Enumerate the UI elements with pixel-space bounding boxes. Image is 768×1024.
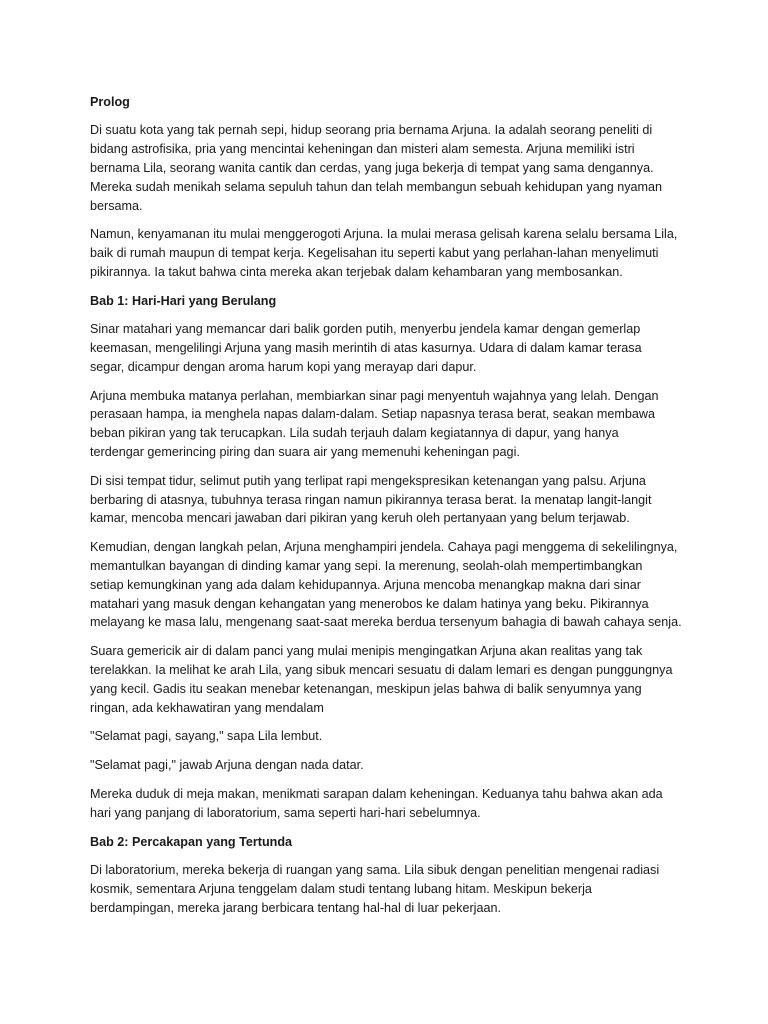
text-line: Di suatu kota yang tak pernah sepi, hidup seorang pria bernama Arjuna. Ia adalah seorang peneliti di xyxy=(90,123,653,138)
paragraph xyxy=(90,387,690,462)
text-line: baik di rumah maupun di tempat kerja. Kegelisahan itu seperti kabut yang perlahan-lahan menyelimuti xyxy=(90,246,659,261)
text-line: ringan, ada kekhawatiran yang mendalam xyxy=(90,700,324,715)
text-line: bernama Lila, seorang wanita cantik dan cerdas, yang juga bekerja di tempat yang sama dengannya. xyxy=(90,161,654,175)
paragraph xyxy=(90,472,690,528)
text-line: Suara gemericik air di dalam panci yang mulai menipis mengingatkan Arjuna akan realitas yang tak xyxy=(90,644,643,659)
text-line: Kemudian, dengan langkah pelan, Arjuna menghampiri jendela. Cahaya pagi menggema di sekelilingnya, xyxy=(90,540,678,555)
text-line: berbaring di atasnya, tubuhnya terasa ringan namun pikirannya terasa berat. Ia menatap langit-langit xyxy=(90,492,652,507)
paragraph xyxy=(90,642,690,717)
paragraph xyxy=(90,121,690,215)
text-line: Sinar matahari yang memancar dari balik gorden putih, menyerbu jendela kamar dengan gemerlap xyxy=(90,322,641,337)
text-line: Di sisi tempat tidur, selimut putih yang terlipat rapi mengekspresikan ketenangan yang palsu. Arjuna xyxy=(90,473,646,488)
text-line: "Selamat pagi," jawab Arjuna dengan nada datar. xyxy=(90,758,364,773)
text-line: bersama. xyxy=(90,198,143,213)
text-line: setiap kemungkinan yang ada dalam kehidupannya. Arjuna mencoba menangkap makna dari sinar xyxy=(90,577,641,592)
text-line: Mereka duduk di meja makan, menikmati sarapan dalam keheningan. Keduanya tahu bahwa akan ada xyxy=(90,786,663,801)
paragraph xyxy=(90,225,690,281)
text-line: kosmik, sementara Arjuna tenggelam dalam studi tentang lubang hitam. Meskipun bekerja xyxy=(90,881,592,896)
text-line: keemasan, mengelilingi Arjuna yang masih merintih di atas kasurnya. Udara di dalam kamar terasa xyxy=(90,340,642,355)
text-line: kamar, mencoba mencari jawaban dari pikiran yang keruh oleh pertanyaan yang belum terjawab. xyxy=(90,511,630,526)
text-line: matahari yang masuk dengan kehangatan yang menerobos ke dalam hatinya yang beku. Pikirannya xyxy=(90,596,649,611)
text-line: memantulkan bayangan di dinding kamar yang sepi. Ia merenung, seolah-olah mempertimbangkan xyxy=(90,558,643,573)
text-line: pikirannya. Ia takut bahwa cinta mereka akan terjebak dalam kehambaran yang membosankan. xyxy=(90,264,623,279)
paragraph xyxy=(90,756,690,775)
paragraph xyxy=(90,727,690,746)
text-line: beban pikiran yang tak terucapkan. Lila sudah terjauh dalam kegiatannya di dapur, yang hanya xyxy=(90,426,619,441)
section-heading: Prolog xyxy=(90,95,130,109)
paragraph xyxy=(90,861,690,917)
paragraph xyxy=(90,320,690,376)
text-line: terdengar gemerincing piring dan suara air yang memenuhi keheningan pagi. xyxy=(90,444,520,459)
text-line: Arjuna membuka matanya perlahan, membiarkan sinar pagi menyentuh wajahnya yang lelah. Dengan xyxy=(90,388,659,403)
text-line: perasaan hampa, ia menghela napas dalam-dalam. Setiap napasnya terasa berat, seakan membawa xyxy=(90,407,655,422)
document-page xyxy=(90,93,690,927)
text-line: berdampingan, mereka jarang berbicara tentang hal-hal di luar pekerjaan. xyxy=(90,900,501,915)
paragraph xyxy=(90,538,690,632)
section-heading: Bab 2: Percakapan yang Tertunda xyxy=(90,834,293,849)
text-line: bidang astrofisika, pria yang mencintai keheningan dan misteri alam semesta. Arjuna memiliki istri xyxy=(90,142,635,157)
text-line: hari yang panjang di laboratorium, sama seperti hari-hari sebelumnya. xyxy=(90,805,481,820)
paragraph xyxy=(90,785,690,823)
text-line: melayang ke masa lalu, mengenang saat-saat mereka berdua tersenyum bahagia di bawah cahaya senja. xyxy=(90,615,682,630)
text-line: "Selamat pagi, sayang," sapa Lila lembut. xyxy=(90,729,323,744)
text-line: Namun, kenyamanan itu mulai menggerogoti Arjuna. Ia mulai merasa gelisah karena selalu bersama Lila, xyxy=(90,227,678,242)
section-heading: Bab 1: Hari-Hari yang Berulang xyxy=(90,293,277,308)
text-line: Mereka sudah menikah selama sepuluh tahun dan telah membangun sebuah kehidupan yang nyaman xyxy=(90,179,663,194)
text-line: terelakkan. Ia melihat ke arah Lila, yang sibuk mencari sesuatu di dalam lemari es dengan punggungnya xyxy=(90,662,673,677)
text-line: yang kecil. Gadis itu seakan menebar ketenangan, meskipun jelas bahwa di balik senyumnya yang xyxy=(90,681,642,696)
text-line: segar, dicampur dengan aroma harum kopi yang merayap dari dapur. xyxy=(90,359,477,374)
text-line: Di laboratorium, mereka bekerja di ruangan yang sama. Lila sibuk dengan penelitian mengenai radiasi xyxy=(90,862,660,877)
